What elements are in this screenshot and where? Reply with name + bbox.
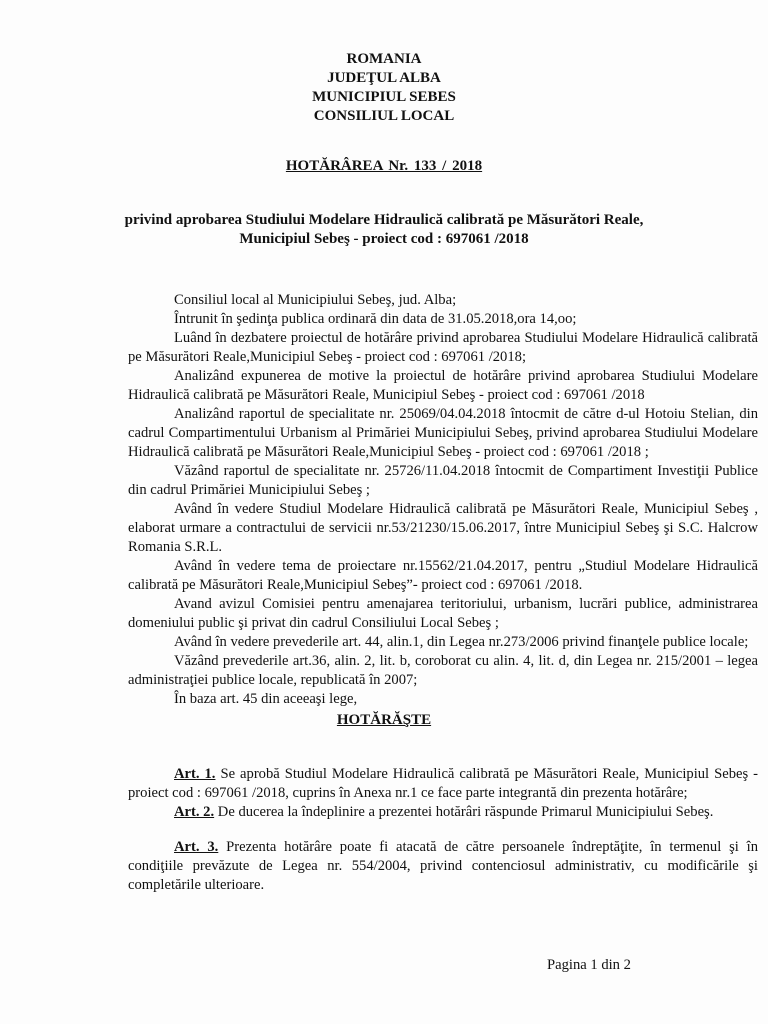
subject-line-2: Municipiul Sebeş - proiect cod : 697061 /2018	[239, 231, 529, 247]
articles	[128, 765, 758, 895]
preamble-paragraph: Luând în dezbatere proiectul de hotărâre privind aprobarea Studiului Modelare Hidraulică calibrată pe Măsurători Reale,Municipiul Sebeş - proiect cod : 697061 /2018;	[128, 330, 758, 365]
article-3-text: Prezenta hotărâre poate fi atacată de către persoanele îndreptăţite, în termenul şi în condiţiile prevăzute de Legea nr. 554/2004, privind contenciosul administrativ, cu modificările şi completările ulterioare.	[128, 839, 758, 893]
preamble-paragraph: Având în vedere Studiul Modelare Hidraulică calibrată pe Măsurători Reale, Municipiul Sebeş , elaborat urmare a contractului de servicii nr.53/21230/15.06.2017, între Municipiul Sebeş şi S.C. Halcrow Romania S.R.L.	[128, 501, 758, 555]
preamble-paragraph: Văzând raportul de specialitate nr. 25726/11.04.2018 întocmit de Compartiment Investiţii Publice din cadrul Primăriei Municipiului Sebeş ;	[128, 463, 758, 498]
decision-subject	[0, 211, 768, 249]
preamble	[128, 291, 758, 709]
preamble-paragraph: În baza art. 45 din aceeaşi lege,	[174, 691, 358, 707]
preamble-paragraph: Întrunit în şedinţa publica ordinară din data de 31.05.2018,ora 14,oo;	[174, 311, 577, 327]
document-header	[0, 50, 768, 126]
decides-heading: HOTĂRĂŞTE	[336, 712, 432, 728]
decision-title: HOTĂRÂREA Nr. 133 / 2018	[285, 158, 483, 174]
preamble-paragraph: Avand avizul Comisiei pentru amenajarea teritoriului, urbanism, lucrări publice, administrarea domeniului public şi privat din cadrul Consiliului Local Sebeş ;	[128, 596, 758, 631]
article-2	[128, 803, 758, 822]
article-2-text: De ducerea la îndeplinire a prezentei hotărâri răspunde Primarul Municipiului Sebeş.	[214, 804, 714, 820]
preamble-paragraph: Văzând prevederile art.36, alin. 2, lit. b, coroborat cu alin. 4, lit. d, din Legea nr. 215/2001 – legea administraţiei publice locale, republicată în 2007;	[128, 653, 758, 688]
article-1-text: Se aprobă Studiul Modelare Hidraulică calibrată pe Măsurători Reale, Municipiul Sebeş - proiect cod : 697061 /2018, cuprins în Anexa nr.1 ce face parte integrantă din prezenta hotărâre;	[128, 766, 758, 801]
preamble-paragraph: Analizând expunerea de motive la proiectul de hotărâre privind aprobarea Studiului Modelare Hidraulică calibrată pe Măsurători Reale, Municipiul Sebeş - proiect cod : 697061 /2018	[128, 368, 758, 403]
article-3	[128, 838, 758, 895]
subject-line-1: privind aprobarea Studiului Modelare Hidraulică calibrată pe Măsurători Reale,	[124, 212, 644, 228]
article-2-label: Art. 2.	[174, 804, 215, 820]
article-1-label: Art. 1.	[174, 766, 216, 782]
header-county: JUDEŢUL ALBA	[327, 70, 441, 86]
preamble-paragraph: Având în vedere tema de proiectare nr.15562/21.04.2017, pentru „Studiul Modelare Hidraulică calibrată pe Măsurători Reale,Municipiul Sebeş”- proiect cod : 697061 /2018.	[128, 558, 758, 593]
article-1	[128, 765, 758, 803]
preamble-paragraph: Consiliul local al Municipiului Sebeş, jud. Alba;	[174, 292, 457, 308]
preamble-paragraph: Având în vedere prevederile art. 44, alin.1, din Legea nr.273/2006 privind finanţele publice locale;	[174, 634, 749, 650]
header-municipality: MUNICIPIUL SEBES	[312, 89, 456, 105]
page-number: Pagina 1 din 2	[547, 957, 631, 973]
header-council: CONSILIUL LOCAL	[313, 108, 455, 124]
article-3-label: Art. 3.	[174, 839, 219, 855]
preamble-paragraph: Analizând raportul de specialitate nr. 25069/04.04.2018 întocmit de către d-ul Hotoiu Stelian, din cadrul Compartimentului Urbanism al Primăriei Municipiului Sebeş, privind aprobarea Studiului Modelare Hidraulică calibrată pe Măsurători Reale,Municipiul Sebeş - proiect cod : 697061 /2018 ;	[128, 406, 758, 460]
header-country: ROMANIA	[346, 51, 422, 67]
